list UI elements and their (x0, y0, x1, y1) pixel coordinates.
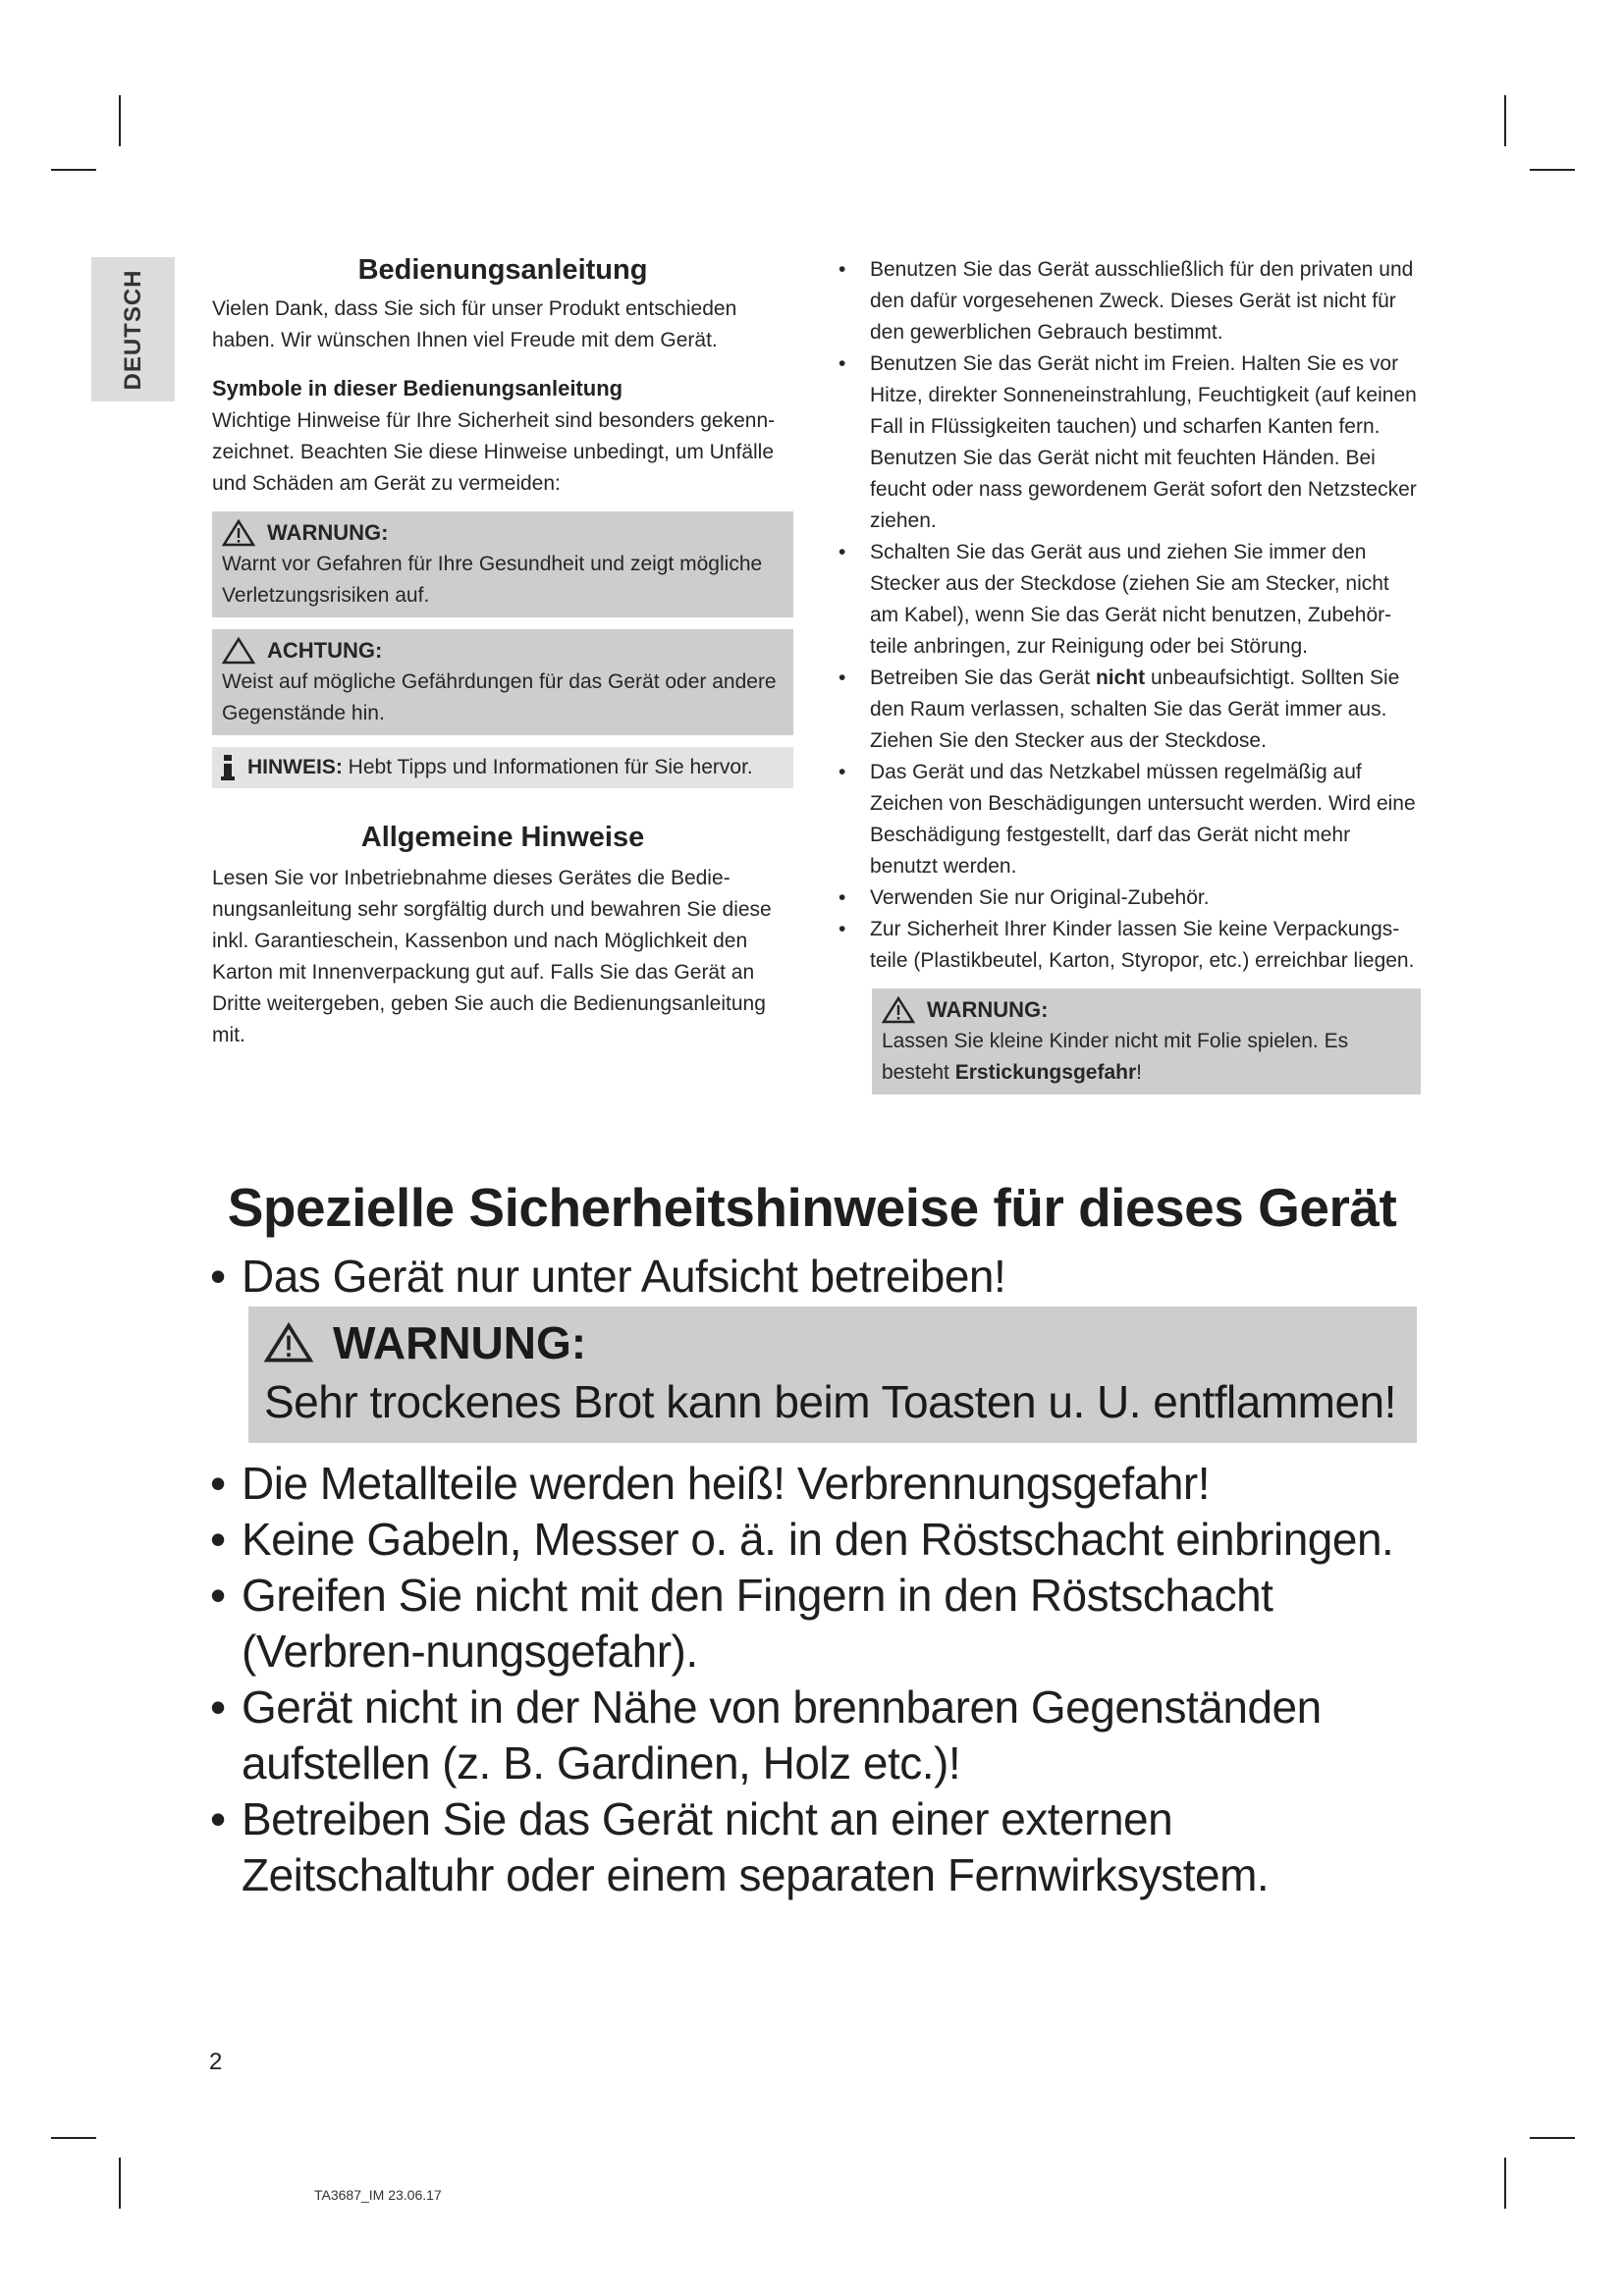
special-list-top (208, 1249, 1435, 1305)
special-warning-box (248, 1307, 1417, 1443)
list-item: • Benutzen Sie das Gerät ausschließlich für den privaten und den dafür vorgesehenen Zweck. Dieses Gerät ist nicht für den gewerblichen Gebrauch bestimmt. (837, 254, 1421, 348)
special-item: • Betreiben Sie das Gerät nicht an einer externen Zeitschaltuhr oder einem separaten Fernwirksystem. (208, 1791, 1435, 1903)
crop-mark (119, 2158, 121, 2209)
crop-mark (51, 2137, 96, 2139)
child-warning-title: WARNUNG: (927, 997, 1049, 1022)
symbols-heading: Symbole in dieser Bedienungsanleitung (212, 376, 623, 400)
child-warning-text (882, 1026, 1411, 1089)
special-list (208, 1456, 1435, 1903)
symbols-text: Wichtige Hinweise für Ihre Sicherheit sind besonders gekenn-zeichnet. Beachten Sie diese Hinweise unbedingt, um Unfälle und Schäden am Gerät zu vermeiden: (212, 409, 776, 495)
warning-triangle-icon (264, 1322, 313, 1363)
special-item: • Gerät nicht in der Nähe von brennbaren Gegenständen aufstellen (z. B. Gardinen, Holz etc.)! (208, 1680, 1435, 1791)
warning-box-text: Warnt vor Gefahren für Ihre Gesundheit und zeigt mögliche Verletzungsrisiken auf. (222, 553, 763, 607)
hint-box-title: HINWEIS: (247, 756, 343, 778)
child-warning-text-b: ! (1136, 1061, 1142, 1084)
right-column (837, 254, 1421, 1095)
list-item (837, 663, 1421, 757)
list-item-text-a: Betreiben Sie das Gerät (870, 667, 1096, 689)
list-item: • Verwenden Sie nur Original-Zubehör. (837, 882, 1421, 914)
caution-box-title: ACHTUNG: (267, 638, 383, 663)
crop-mark (1530, 2137, 1575, 2139)
caution-box-text: Weist auf mögliche Gefährdungen für das Gerät oder andere Gegenstände hin. (222, 670, 777, 724)
child-warning-text-a: Lassen Sie kleine Kinder nicht mit Folie spielen. Es besteht (882, 1030, 1349, 1084)
list-item-text-b: unbeaufsichtigt. Sollten Sie den Raum verlassen, schalten Sie das Gerät immer aus. Ziehen Sie den Stecker aus der Steckdose. (870, 667, 1400, 752)
caution-box (212, 629, 793, 735)
language-tab (91, 257, 175, 401)
warning-triangle-icon (222, 519, 255, 547)
warning-box (212, 511, 793, 617)
crop-mark (119, 95, 121, 146)
page-number: 2 (209, 2049, 223, 2075)
special-item: • Keine Gabeln, Messer o. ä. in den Röstschacht einbringen. (208, 1512, 1435, 1568)
crop-mark (1530, 169, 1575, 171)
left-column (212, 250, 793, 1051)
list-item: • Zur Sicherheit Ihrer Kinder lassen Sie keine Verpackungs-teile (Plastikbeutel, Karton, Styropor, etc.) erreichbar liegen. (837, 914, 1421, 977)
crop-mark (51, 169, 96, 171)
language-tab-label: DEUTSCH (119, 268, 146, 391)
safety-list (837, 254, 1421, 977)
general-heading: Allgemeine Hinweise (360, 822, 645, 853)
warning-triangle-icon (882, 996, 915, 1024)
special-item: • Greifen Sie nicht mit den Fingern in den Röstschacht (Verbren-nungsgefahr). (208, 1568, 1435, 1680)
hint-box (212, 747, 793, 788)
child-warning-bold: Erstickungsgefahr (954, 1061, 1137, 1084)
hint-box-text: Hebt Tipps und Informationen für Sie hervor. (348, 756, 753, 778)
manual-title: Bedienungsanleitung (357, 254, 648, 286)
special-warning-text: Sehr trockenes Brot kann beim Toasten u. U. entflammen! (264, 1376, 1396, 1427)
list-item-bold: nicht (1095, 667, 1146, 689)
general-text: Lesen Sie vor Inbetriebnahme dieses Gerätes die Bedie-nungsanleitung sehr sorgfältig durch und bewahren Sie diese inkl. Garantieschein, Kassenbon und nach Möglichkeit den Karton mit Innenverpackung gut auf. Falls Sie das Gerät an Dritte weitergeben, geben Sie auch die Bedienungsanleitung mit. (212, 867, 772, 1046)
child-warning-box (872, 988, 1421, 1095)
special-warning-title: WARNUNG: (333, 1317, 587, 1368)
caution-triangle-icon (222, 637, 255, 665)
footer-code: TA3687_IM 23.06.17 (314, 2187, 442, 2203)
intro-text: Vielen Dank, dass Sie sich für unser Produkt entschieden haben. Wir wünschen Ihnen viel Freude mit dem Gerät. (212, 297, 737, 351)
crop-mark (1504, 2158, 1506, 2209)
crop-mark (1504, 95, 1506, 146)
special-item: • Das Gerät nur unter Aufsicht betreiben! (208, 1249, 1435, 1305)
list-item: • Das Gerät und das Netzkabel müssen regelmäßig auf Zeichen von Beschädigungen untersucht werden. Wird eine Beschädigung festgestellt, darf das Gerät nicht mehr benutzt werden. (837, 757, 1421, 882)
special-title: Spezielle Sicherheitshinweise für dieses Gerät (227, 1177, 1397, 1238)
warning-box-title: WARNUNG: (267, 520, 389, 545)
list-item: • Schalten Sie das Gerät aus und ziehen Sie immer den Stecker aus der Steckdose (ziehen Sie am Stecker, nicht am Kabel), wenn Sie das Gerät nicht benutzen, Zubehör-teile anbringen, zur Reinigung oder bei Störung. (837, 537, 1421, 663)
list-item: • Benutzen Sie das Gerät nicht im Freien. Halten Sie es vor Hitze, direkter Sonneneinstrahlung, Feuchtigkeit (auf keinen Fall in Flüssigkeiten tauchen) und scharfen Kanten fern. Benutzen Sie das Gerät nicht mit feuchten Händen. Bei feucht oder nass gewordenem Gerät sofort den Netzstecker ziehen. (837, 348, 1421, 537)
info-icon (220, 755, 236, 780)
special-item: • Die Metallteile werden heiß! Verbrennungsgefahr! (208, 1456, 1435, 1512)
